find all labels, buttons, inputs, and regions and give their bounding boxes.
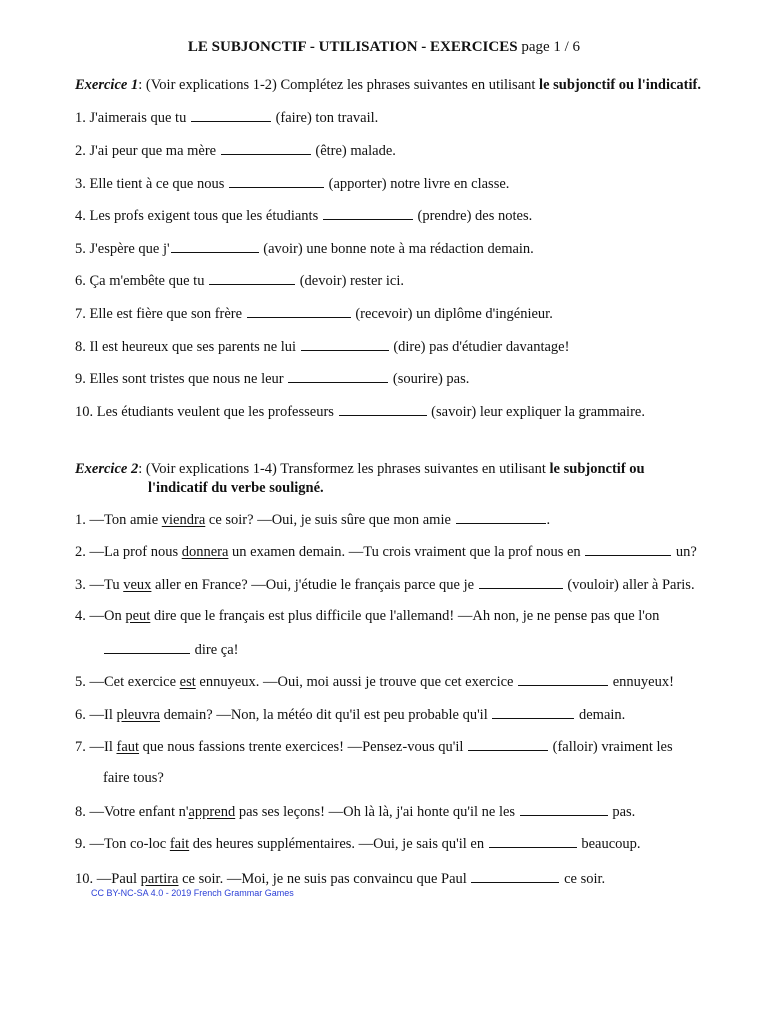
exercise-1-instructions: Exercice 1: (Voir explications 1-2) Complétez les phrases suivantes en utilisant le subjonctif ou l'indicatif. bbox=[75, 77, 701, 93]
underlined-verb: est bbox=[179, 674, 196, 690]
underlined-verb: peut bbox=[125, 608, 151, 624]
exercise-2-item-continuation: dire ça! bbox=[103, 640, 768, 660]
exercise-2-item: 9. —Ton co-loc fait des heures supplémentaires. —Oui, je sais qu'il en beaucoup. bbox=[75, 836, 641, 852]
exercise-2-item: 10. —Paul partira ce soir. —Moi, je ne suis pas convaincu que Paul ce soir. bbox=[75, 871, 606, 887]
license-footer: CC BY-NC-SA 4.0 - 2019 French Grammar Games bbox=[91, 888, 294, 898]
exercise-1-item: 6. Ça m'embête que tu (devoir) rester ici. bbox=[75, 273, 404, 289]
exercise-1-item: 7. Elle est fière que son frère (recevoir) un diplôme d'ingénieur. bbox=[75, 306, 553, 322]
answer-blank[interactable] bbox=[288, 369, 388, 383]
exercise-1-item: 9. Elles sont tristes que nous ne leur (sourire) pas. bbox=[75, 371, 470, 387]
exercise-2-instructions: Exercice 2: (Voir explications 1-4) Transformez les phrases suivantes en utilisant le subjonctif ou l'indicatif du verbe souligné. bbox=[75, 461, 645, 496]
exercise-2-item: 8. —Votre enfant n'apprend pas ses leçons! —Oh là là, j'ai honte qu'il ne les pas. bbox=[75, 804, 636, 820]
answer-blank[interactable] bbox=[209, 271, 295, 285]
answer-blank[interactable] bbox=[339, 402, 427, 416]
exercise-1-item: 5. J'espère que j' (avoir) une bonne note à ma rédaction demain. bbox=[75, 241, 534, 257]
exercise-2-item: 1. —Ton amie viendra ce soir? —Oui, je suis sûre que mon amie . bbox=[75, 512, 551, 528]
exercise-2-item: 5. —Cet exercice est ennuyeux. —Oui, moi aussi je trouve que cet exercice ennuyeux! bbox=[75, 674, 674, 690]
underlined-verb: apprend bbox=[188, 804, 236, 820]
answer-blank[interactable] bbox=[489, 834, 577, 848]
exercise-1-item: 4. Les profs exigent tous que les étudiants (prendre) des notes. bbox=[75, 208, 533, 224]
answer-blank[interactable] bbox=[518, 672, 608, 686]
exercise-1-item: 2. J'ai peur que ma mère (être) malade. bbox=[75, 143, 396, 159]
underlined-verb: faut bbox=[116, 739, 140, 755]
title-main: LE SUBJONCTIF - UTILISATION - EXERCICES bbox=[187, 39, 518, 55]
underlined-verb: partira bbox=[140, 871, 179, 887]
answer-blank[interactable] bbox=[221, 141, 311, 155]
exercise-2-item: 2. —La prof nous donnera un examen demain. —Tu crois vraiment que la prof nous en un? bbox=[75, 544, 697, 560]
answer-blank[interactable] bbox=[191, 108, 271, 122]
answer-blank[interactable] bbox=[468, 737, 548, 751]
answer-blank[interactable] bbox=[229, 174, 324, 188]
exercise-2-label: Exercice 2 bbox=[75, 461, 139, 477]
page-title bbox=[0, 39, 768, 56]
exercise-2-item: 7. —Il faut que nous fassions trente exercices! —Pensez-vous qu'il (falloir) vraiment les bbox=[75, 739, 673, 755]
answer-blank[interactable] bbox=[520, 802, 608, 816]
page-number: page 1 / 6 bbox=[521, 39, 581, 55]
exercise-1-item: 8. Il est heureux que ses parents ne lui (dire) pas d'étudier davantage! bbox=[75, 339, 570, 355]
answer-blank[interactable] bbox=[301, 337, 389, 351]
exercise-1-item: 10. Les étudiants veulent que les professeurs (savoir) leur expliquer la grammaire. bbox=[75, 404, 645, 420]
answer-blank[interactable] bbox=[171, 239, 259, 253]
answer-blank[interactable] bbox=[492, 705, 574, 719]
answer-blank[interactable] bbox=[323, 206, 413, 220]
answer-blank[interactable] bbox=[456, 510, 546, 524]
exercise-2-item: 4. —On peut dire que le français est plus difficile que l'allemand! —Ah non, je ne pense pas que l'on bbox=[75, 608, 660, 624]
underlined-verb: donnera bbox=[181, 544, 229, 560]
underlined-verb: viendra bbox=[161, 512, 206, 528]
answer-blank[interactable] bbox=[471, 869, 559, 883]
underlined-verb: pleuvra bbox=[116, 707, 160, 723]
answer-blank[interactable] bbox=[479, 575, 563, 589]
answer-blank[interactable] bbox=[585, 542, 671, 556]
exercise-1-item: 1. J'aimerais que tu (faire) ton travail. bbox=[75, 110, 379, 126]
underlined-verb: veux bbox=[123, 577, 152, 593]
exercise-2-item: 6. —Il pleuvra demain? —Non, la météo dit qu'il est peu probable qu'il demain. bbox=[75, 707, 626, 723]
exercise-1-item: 3. Elle tient à ce que nous (apporter) notre livre en classe. bbox=[75, 176, 510, 192]
exercise-2-item-continuation: faire tous? bbox=[103, 770, 164, 786]
answer-blank[interactable] bbox=[104, 640, 190, 654]
answer-blank[interactable] bbox=[247, 304, 351, 318]
underlined-verb: fait bbox=[169, 836, 190, 852]
exercise-1-label: Exercice 1 bbox=[75, 77, 139, 93]
exercise-2-item: 3. —Tu veux aller en France? —Oui, j'étudie le français parce que je (vouloir) aller à Paris. bbox=[75, 577, 695, 593]
